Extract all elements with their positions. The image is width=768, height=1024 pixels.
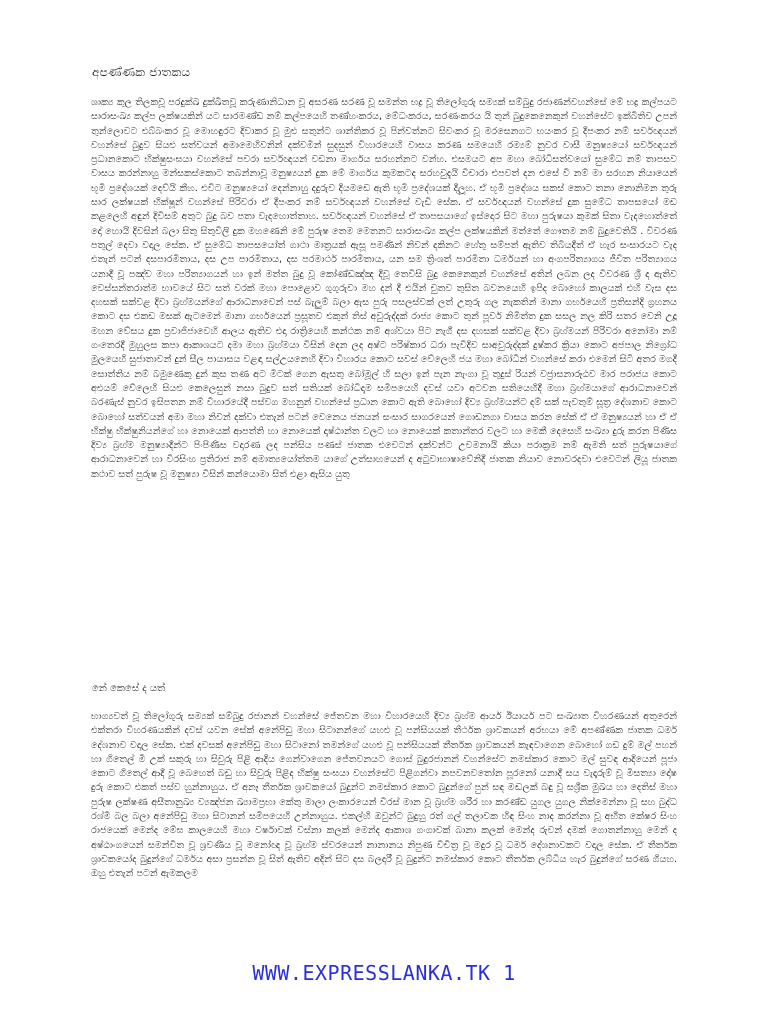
body-paragraph-1: ශාක්‍ය කුල තිලකවූ පරදුක්ඛ දුක්ඛිතවූ කරුණානිධාන වූ අසරණ සරණ වූ සමන්ත භද්‍ර වූ තිලෝගුරු සම්‍යක් සම්බුදු රජාණන්වහන්සේ මේ භද්‍ර කල්පයට සාරාසංඛ්‍ය කල්ප ලක්ෂයකින් යට සාරමණ්ඩ නම් කල්පයෙහි තණ්හංකරය, මේධංකරය, සරණංකරය යි තුන් බුදුකෙනෙකුන් වහන්සේට ඉක්බිතිව උපන් තුන්ලොවට එබ්බංකර වූ මොහඳුරට දිවාකර වූ මුළු සතුන්ට ශාන්තිකර වූ පින්වත්නට සිවංකර වූ මරසෙනගට භයංකර වූ දීපංකර නම් සර්වඥයන් වහන්සේ බුදුව සියළු සත්වයන් අමාමෙහිවනින් දක්වමින් සුදසුන් විහාරයෙහි වාසය කරණ සමයෙහි රම්‍යම් නුවර වාසී මනුෂ්‍යයෝ සර්වඥයන් ප්‍රධානකොට භික්ෂුසංඝයා වහන්සේ පවරා සර්වඥයන් වඩනා මාර්ගය සරහන්නට වන්හ. එසමයට අප මහා බෝධිසත්වයෝ සුමේධ නම් තාපසව වාසය කරන්නාහු මන්සකස්කොට තබන්නාවූ මනුෂ්‍යයන් දුක මේ මාර්ගය කුමකටද සරහවුදැයි විචාරා එපවත් දන එසේ වී නම් මා සරහන නියායෙන් භූමි ප්‍රදේශයක් දෙව්යි කීහ. එවිට මනුෂ්‍යයෝ දෙන්නාහු දදුරුව දියමඩෙ ඇති භූමි ප්‍රදේශයක් දීලූහ. ඒ භූමි ප්‍රදේශය සකස් කොට තනා නොනිමන තුරු සාර ලක්ෂයක් භික්ෂූන් වහන්සේ පිරිවරා ඒ දීපංකර නම් සර්වඥයන් වහන්සේ වැඩි සේක. ඒ සර්වඥයන් වහන්සේ දුක සුමේධ තාපසයෝ මඩ කළලෙහි අඳුන් දිවිසම් අතුට බුදු බව පතා වැදහොත්තාහ. සර්වඥයන් වහන්සේ ඒ තාපසයාගේ ඉස්දොර සිට මහා පුරුෂයා කුමක් සිතා වැදහොත්තේ දෝ හොයි දිවසින් බලා සිතු සිතුවිලි දුක මහණෙනි මේ පුරුෂ තෙම මෙතනට සාරාසංඛ්‍ය කල්ප ලක්ෂයකින් මත්තේ ගෞතම නම් බුදුවෙතියි . විවරණ පතුල් දෙවා වදාල සේක. ඒ සුමේධ තාපසයෝත් ගාථා මාත්‍රයක් ඇසූ පමණින් නිවන් දකිනට හේතු සම්පත් ඇතිව තිබියදීත් ඒ හැර සංසාරයට වැද එතැන් පටන් දසපාරමිතාය, දස උප පාරමිතාය, දස පරමාර්ථ පාරමිතාය, යන සම ත්‍රිංශත් පාරමිතා ධර්මයන් හා අංගපරිත්‍යාගය ජීවිත පරිත්‍යාගය යනාදී වූ පඤ්ච මහා පරිත්‍යාගයන් හා ඉන් මත්‍ත බුදු වූ කෝණ්ඩඤ්ඤ දිවූ තෙවිසි බුදු කෙනෙකුන් වහන්සේ අතින් ලබන ලද විවරණ ශ්‍රී ද ඇතිව වෙස්සන්තරාත්ම භාවයේ සිට සත් වරක් මහා පොළොව ගුගුරුවා මහ දන් දී එයින් චුතව තුසිත බවනයෙහි ඉපිද බොහෝ කාලයක් එහි වැස දස දහසක් සක්වළ දිවා බ්‍රහ්මයන්ගේ ආරාධනාවෙන් පස් බැලුම් බලා ඇස පුරු පසලස්වක් ලත් උතුරු ගල නැකතින් මානා ගර්භයෙහි ප්‍රතිසන්දි ග්‍රහනය කොට දස එකඩ මසක් ඇටමෙන් මානා ගර්භයෙන් ප්‍රසූතව එකුන් තිස් අවුරුද්දක් රාජ්‍ය කොට තුන් පූර්ව නිමිත්ත දුක සසල නල කිරි සතර වෙනි උදූ මහන වේසය දුක ප්‍රවාජිජාවෙහි ආලය ඇතිව එදා රාත්‍රියෙහි කන්ථක නම් අශ්වයා පිට නැගී දස දහසක් සක්වළ දිවා බ්‍රහ්මයන් පිරිවරා අනෝමා නම් ගංතෙරදී මුහුලස කපා ආකාශයට දමා මහා බ්‍රහ්මයා විසින් දෙන ලද අෂ්ට පරිෂ්කාර ධරා පැවිදිව සාඅවුරුද්දක් දුෂ්කර ක්‍රියා කොට අජපාල නිග්‍රෝධ මුලයෙහි සුජාතාවන් දුන් සීල පායාසය වළඳා සල්උයනෙහි දිවා විහාරය කොට සවස් වේලෙහි ජය මහා බෝධීන් වහන්සේ කරා එමෙන් සිටි අතර මගදී සොත්තිය නම් බමුණෙකු දුන් කුස තණ අට මිටක් ගෙන ඇසතු බෝමූල් හි සලා ඉන් පැන නැංගා වූ තුදුස් රියන් වජ්‍රාසනාරූඨව මාර පරාජය කොට අඑයම් වේලෙහි සියළු කෙලෙසුන් නසා බුදුව සත් සතියක් බෝධිද්‍රුම සමීපයෙහි දවස් යවා අටවන සතියෙහිදී මහා බ්‍රහ්මයාගේ ආරාධනාවෙන් බරණැස් නුවර ඉසිපතන නම් විහාරයේදී පස්වග මහනුන් වහන්සේ ප්‍රධාන කොට ඇති බොහෝ දිව්‍ය බ්‍රහ්මයන්ට දම් සක් පැවතුම් සූත්‍ර දේශනාව කොට බොහෝ සත්වයන් අමා මහා නිවන් දක්වා එතැන් පටන් වෙනෙය ජනයන් සංසාර සාගරයෙන් ගොඩනගා වාසය කරන සේක් ඒ ඒ මනුෂ්‍යයන් හා ඒ ඒ භික්ෂු භික්ෂුනියන්ගේ හා නොයෙක් ආපත්ති හා නොයෙක් දෘෂ්ඨාන්ත වලට හා නොයෙක් කතාන්තර වලට හා මෙකී දෙසෙහි සංඛ්‍යා දුරු කරන පිණිස දිව්‍ය බ්‍රහ්ම මනුෂ්‍යාදීන්ට පිංපිණිස වදාරණ ලද පන්සිය පණස් ජාතක එවෙටන් දක්වන්ට උවමනායි කියා පරාක්‍රම නම් ඇමති සත් පුරුෂයාගේ ආරාධනාවෙන් හා විරසිංහ ප්‍රතිරාජ නම් අමාත්‍යයෝත්තම යාගේ උත්සාහයෙන් ද අටුවාභාෂාවේනිදී ජාතක නියාව නොවරදවා එවෙටන් ලියූ ජාතක කථාව සත් පුරුෂ වූ මනුෂ්‍යා විසින් කන්යොමා සිත් එළා ඇසිය යුතු bbox=[91, 97, 677, 480]
footer-watermark: WWW.EXPRESSLANKA.TK 1 bbox=[252, 961, 516, 985]
document-title: අපණ්ණක ජාතකය bbox=[92, 65, 191, 79]
body-paragraph-2: භාග්‍යවත් වූ තිලෝගුරු සම්‍යක් සම්බුදු රජානන් වහන්සේ ජේතවන මහා විහාරයෙහි දිව්‍ය බ්‍රහ්ම ආර්ය ඊයාර්ය පට සංඛ්‍යාත විහරණයන් අතුරෙන් එක්තරා විහරණයකින් දවස් යවන සේක් අනේපිඩු මහා සිටානන්ගේ යහළු වූ පන්සියයක් තීර්ථක ශ්‍රාවකයන් අරභයා මේ අපණ්ණක ජාතක ධර්ම දේශනාව වදාල සේක. එක් දවසක් අනේපිඩු මහා සිටානෝ තමන්ගේ යහළු වූ පන්සියයක් තීර්තක ශ්‍රාවකයන් කැඳවාගෙන බොහෝ ගඩ දුම් මල් පහන් හා ගිතෙල් මී උක් සකුරු හා සිවුරු පිළි ආදිය ගෙන්වාගෙන ජේතවනයට ගොස් බුදුරජානන් වහන්සේට නමස්කාර කොට මල් සුවඳ ආදියෙන් පූජා කොට ගිතෙල් ආදී වූ බෙහෙත් බඩු හා සිවුරු පිළිද භික්ෂු සංඝයා වහන්සේට පිළිගන්වා නපවනවතෝන පූරනෝ යනාදී සය වැදෑරුම් වූ මිසත්‍යා දෝෂ දුරු කොට එකත් පස්ව හුන්නාහුය. ඒ අනෑ තීර්තක ශ්‍රාවකයෝ බුදුන්ට නමස්කාර කොට බුදුන්ගේ පුන් සඳ මඬලක් බඳු වූ සශ්‍රීක මුඛය හා දෙතිස් මහා පුරුෂ ලක්ෂණ අසීතානුඛ්‍ය ව්‍යඤ්ජන ඛ්‍යාමප්‍රභා කේතු මාලා ලංකාරයෙන් විරස් මාන වූ බ්‍රහ්ම ශරීර හා කරණ්ඩ යුගල යුගල නික්මෙන්නා වූ සහ බුද්ධ රශ්මී බල බලා අනේපිඩු මහා සිටානන් සමීපයෙහි උන්නාහුය. එකල්හි ඔවුන්ට බුදුහු රත් ගල් තලාවක හිඳ සිංහ නාද කරන්නා වූ අභීත කේෂර සිංහ රාජයෙක් මෙන්ද මේඝ කාලයෙහි මහා වර්ෂාවක් වස්නා කලක් මෙන්ද ආකාශ ගංගාවක් බානා කලක් මෙන්ද රුවන් දමක් ගොතන්නාහු මෙන් ද අෂ්ඨාංගයෙන් සමන්විත වූ ශ්‍රවණීය වූ මනෝඥ වූ බ්‍රහ්ම ස්වරයෙන් නානානය නිපුණ විචිත්‍ර වූ මදුර වූ ධර්ම දේශනාවකට වදාල සේක. ඒ තීර්තක ශ්‍රාවකයෝද බුදුන්ගේ ධර්මය අසා ප්‍රසන්න වූ සිත් ඇතිව අදින් සිට දස බලදාරී වූ බුදුන්ට නමස්කාර කොට තීර්තක ලබ්ධිය හැර බුදුන්ගේ සරණ ගියහ. ඔහු එතැන් පටන් ඇමකලම bbox=[91, 711, 677, 880]
section-heading: නේ කෙසේ ද යත් bbox=[92, 683, 166, 694]
